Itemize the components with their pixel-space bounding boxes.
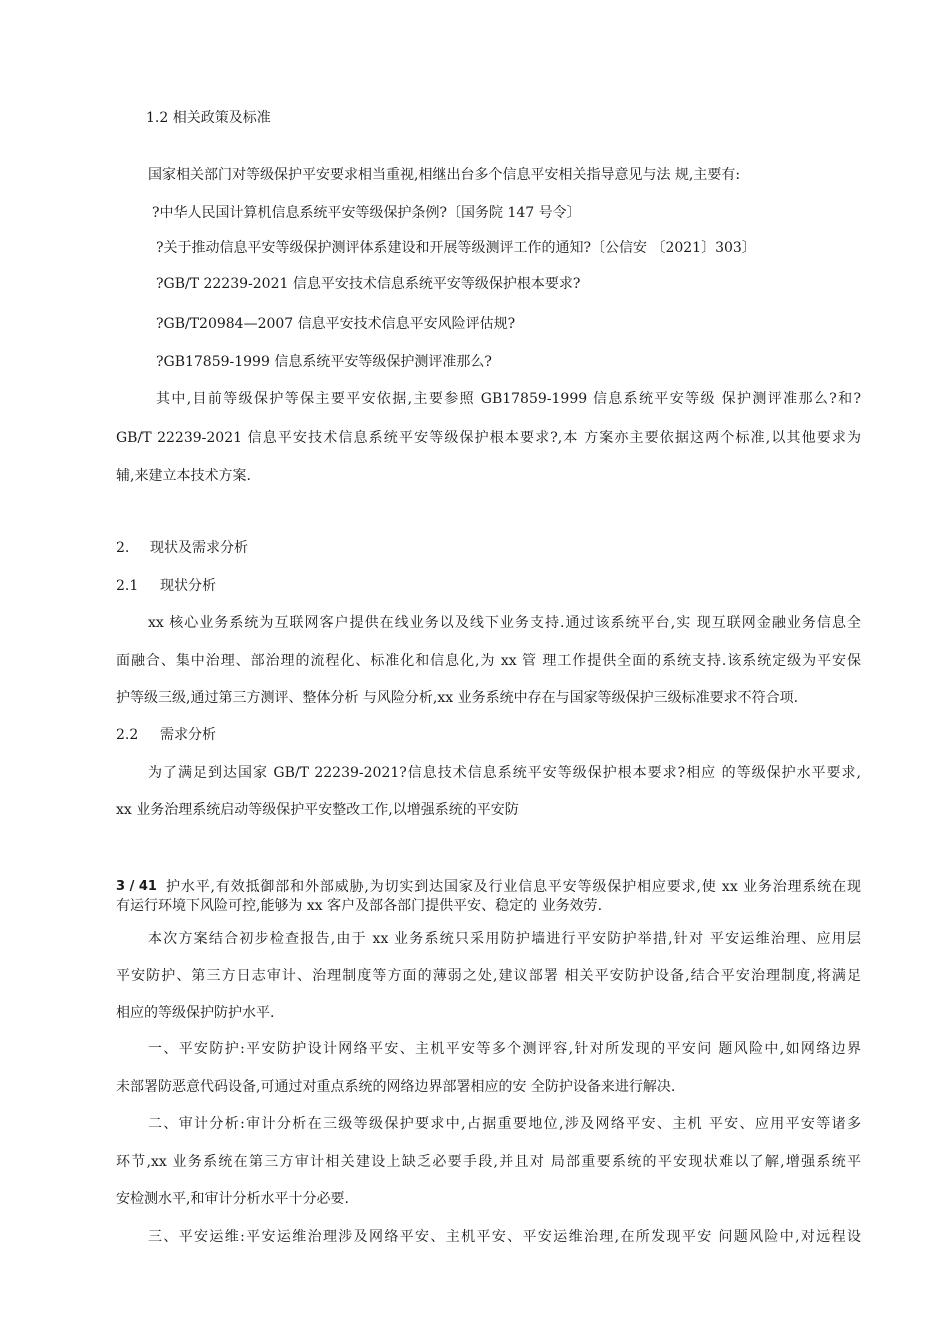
- plan-paragraph-line: 平安防护、第三方日志审计、治理制度等方面的薄弱之处,建议部署 相关平安防护设备,结合平安治理制度,将满足: [116, 968, 861, 984]
- section-1-2-heading: 1.2 相关政策及标准: [146, 110, 271, 126]
- section-2-title: 现状及需求分析: [150, 540, 248, 556]
- item-2-line: 环节,xx 业务系统在第三方审计相关建设上缺乏必要手段,并且对 局部重要系统的平安现状难以了解,增强系统平: [116, 1154, 861, 1170]
- continuation-line: 护水平,有效抵御部和外部威胁,为切实到达国家及行业信息平安等级保护相应要求,使 xx 业务治理系统在现: [166, 879, 861, 895]
- section-2-number: 2.: [116, 540, 130, 556]
- reference-item: ?GB/T20984—2007 信息平安技术信息平安风险评估规?: [156, 316, 516, 332]
- section-2-2-number: 2.2: [116, 727, 139, 743]
- basis-paragraph-line: GB/T 22239-2021 信息平安技术信息系统平安等级保护根本要求?,本 方案亦主要依据这两个标准,以其他要求为: [116, 430, 861, 446]
- section-2-1-title: 现状分析: [160, 578, 216, 594]
- reference-item: ?GB17859-1999 信息系统平安等级保护测评准那么?: [156, 354, 492, 370]
- status-paragraph-line: 面融合、集中治理、部治理的流程化、标准化和信息化,为 xx 管 理工作提供全面的系统支持.该系统定级为平安保: [116, 653, 861, 669]
- basis-paragraph-line: 辅,来建立本技术方案.: [116, 468, 251, 484]
- demand-paragraph-line: 为了满足到达国家 GB/T 22239-2021?信息技术信息系统平安等级保护根本要求?相应 的等级保护水平要求,: [148, 765, 861, 781]
- basis-paragraph-line: 其中,目前等级保护等保主要平安依据,主要参照 GB17859-1999 信息系统平安等级 保护测评准那么?和?: [156, 391, 861, 407]
- plan-paragraph-line: 相应的等级保护防护水平.: [116, 1005, 275, 1021]
- demand-paragraph-line: xx 业务治理系统启动等级保护平安整改工作,以增强系统的平安防: [116, 802, 519, 818]
- status-paragraph-line: xx 核心业务系统为互联网客户提供在线业务以及线下业务支持.通过该系统平台,实 现互联网金融业务信息全: [148, 615, 861, 631]
- reference-item: ?关于推动信息平安等级保护测评体系建设和开展等级测评工作的通知?〔公信安 〔2021〕303〕: [156, 240, 756, 256]
- item-2-line: 安检测水平,和审计分析水平十分必要.: [116, 1191, 349, 1207]
- item-1-line: 一、平安防护:平安防护设计网络平安、主机平安等多个测评容,针对所发现的平安问 题风险中,如网络边界: [148, 1041, 861, 1057]
- item-2-line: 二、审计分析:审计分析在三级等级保护要求中,占据重要地位,涉及网络平安、主机 平安、应用平安等诸多: [148, 1116, 861, 1132]
- item-3-line: 三、平安运维:平安运维治理涉及网络平安、主机平安、平安运维治理,在所发现平安 问题风险中,对远程设: [148, 1229, 861, 1245]
- continuation-line: 有运行环境下风险可控,能够为 xx 客户及部各部门提供平安、稳定的 业务效劳.: [116, 898, 603, 914]
- reference-item: ?中华人民国计算机信息系统平安等级保护条例?〔国务院 147 号令〕: [152, 205, 581, 221]
- page-number: 3 / 41: [116, 879, 157, 894]
- status-paragraph-line: 护等级三级,通过第三方测评、整体分析 与风险分析,xx 业务系统中存在与国家等级保护三级标准要求不符合项.: [116, 690, 799, 706]
- plan-paragraph-line: 本次方案结合初步检查报告,由于 xx 业务系统只采用防护墙进行平安防护举措,针对 平安运维治理、应用层: [148, 931, 861, 947]
- intro-paragraph: 国家相关部门对等级保护平安要求相当重视,相继出台多个信息平安相关指导意见与法 规,主要有:: [148, 167, 741, 183]
- reference-item: ?GB/T 22239-2021 信息平安技术信息系统平安等级保护根本要求?: [156, 276, 581, 292]
- section-2-1-number: 2.1: [116, 578, 139, 594]
- item-1-line: 未部署防恶意代码设备,可通过对重点系统的网络边界部署相应的安 全防护设备来进行解决.: [116, 1079, 676, 1095]
- section-2-2-title: 需求分析: [160, 727, 216, 743]
